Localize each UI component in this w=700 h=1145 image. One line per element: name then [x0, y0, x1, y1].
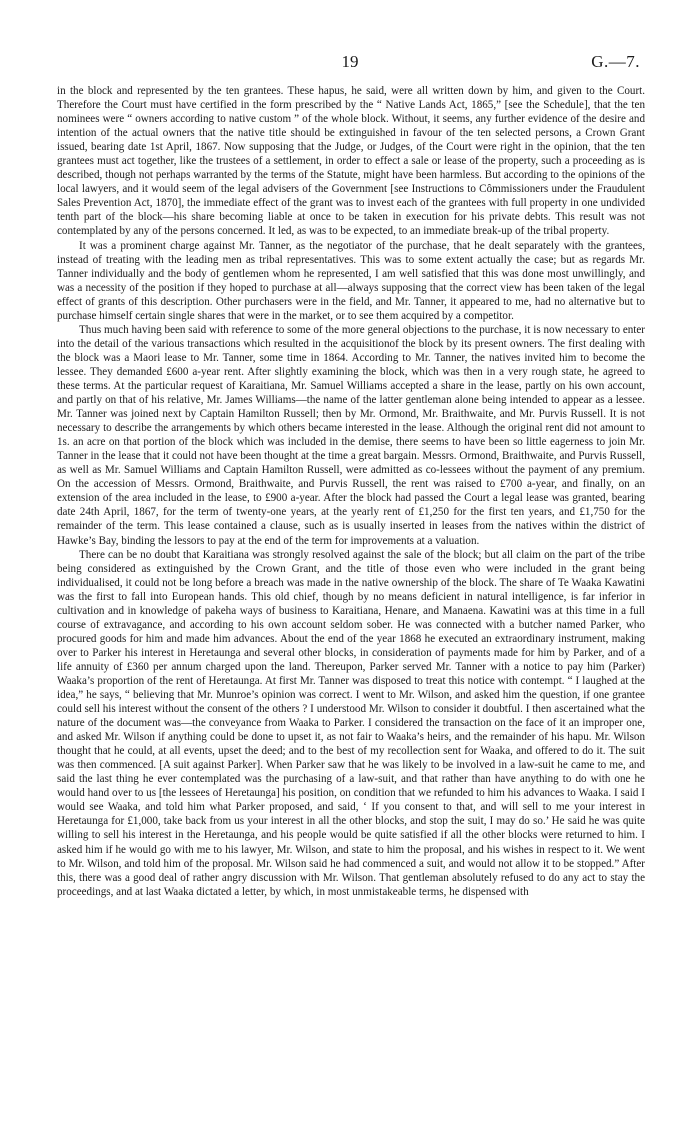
paragraph-continued: in the block and represented by the ten grantees. These hapus, he said, were all written down by him, and given to the Court. Therefore the Court must have certified in the form prescribed by the “ Native Lands Act, 1865,” [see the Schedule], that the ten nominees were “ owners according to native custom ” of the whole block. Without, it seems, any further evidence of the desire and intention of the actual owners that the native title should be extinguished in favour of the ten selected persons, a Crown Grant issued, bearing date 1st April, 1867. Now supposing that the Judge, or Judges, of the Court were right in the opinion, that the ten grantees must act together, like the trustees of a settlement, in order to effect a sale or lease of the property, such a proceeding as is described, though not perhaps warranted by the terms of the Statute, might have been harmless. But according to the opinions of the local lawyers, and it would seem of the legal advisers of the Government [see Instructions to Cômmissioners under the Fraudulent Sales Prevention Act, 1870], the immediate effect of the grant was to invest each of the grantees with full property in one undivided tenth part of the block—his share becoming liable at once to be taken in execution for his private debts. This result was not contemplated by any of the persons concerned. It led, as was to be expected, to an immediate break-up of the tribal property. — [57, 85, 645, 238]
paragraph-waaka-share: There can be no doubt that Karaitiana was strongly resolved against the sale of the block; but all claim on the part of the tribe being considered as extinguished by the Crown Grant, and the title of those even who were included in the grant being individualised, it could not be long before a breach was made in the native ownership of the block. The share of Te Waaka Kawatini was the first to fall into European hands. This old chief, though by no means deficient in natural intelligence, is far inferior in cultivation and in knowledge of pakeha ways of business to Karaitiana, Henare, and Manaena. Kawatini was at this time in a full course of extravagance, and according to his own account seldom sober. He was connected with a butcher named Parker, who procured goods for him and made him advances. About the end of the year 1868 he executed an extraordinary instrument, making over to Parker his interest in Heretaunga and several other blocks, in consideration of payments made for him by Parker, and of a life annuity of £360 per annum charged upon the land. Thereupon, Parker served Mr. Tanner with a notice to pay him (Parker) Waaka’s proportion of the rent of Heretaunga. At first Mr. Tanner was disposed to treat this notice with contempt. “ I laughed at the idea,” he says, “ believing that Mr. Munroe’s opinion was correct. I went to Mr. Wilson, and asked him the question, if one grantee could sell his interest without the consent of the others ? I understood Mr. Wilson to consider it doubtful. I then ascertained what the nature of the document was—the conveyance from Waaka to Parker. I considered the transaction on the face of it an improper one, and asked Mr. Wilson if anything could be done to upset it, as not fair to Waaka’s heirs, and the remainder of his hapu. Mr. Wilson thought that he could, at all events, upset the deed; and to the best of my recollection sent for Waaka, and offered to do it. The suit was then commenced. [A suit against Parker]. When Parker saw that he was likely to be involved in a law-suit he came to me, and said the last thing he ever contemplated was the purchasing of a law-suit, and that rather than have anything to do with one he would hand over to us [the lessees of Heretaunga] his position, on condition that we refunded to him his advances to Waaka. I said I would see Waaka, and told him what Parker proposed, and said, ‘ If you consent to that, and will sell to me your interest in Heretaunga for £1,000, take back from us your interest in all the other blocks, and stop the suit, I may do so.’ He said he was quite willing to sell his interest in the Heretaunga, and his people would be quite satisfied if all the other blocks were returned to him. I asked him if he would go with me to his lawyer, Mr. Wilson, and state to him the proposal, and his wishes in respect to it. We went to Mr. Wilson, and told him of the proposal. Mr. Wilson said he had commenced a suit, and would not allow it to be stopped.” After this, there was a good deal of rather angry discussion with Mr. Wilson. That gentleman absolutely refused to do any act to stay the proceedings, and at last Waaka dictated a letter, by which, in most unmistakeable terms, he dispensed with — [57, 548, 645, 898]
page-number: 19 — [341, 52, 359, 71]
document-body — [57, 84, 645, 899]
page-header — [60, 52, 640, 74]
paragraph-lease-history: Thus much having been said with reference to some of the more general objections to the purchase, it is now necessary to enter into the detail of the various transactions which resulted in the acquisitionof the block by its present owners. The first dealing with the block was a Maori lease to Mr. Tanner, some time in 1864. According to Mr. Tanner, the natives invited him to become the lessee. They demanded £600 a-year rent. After slightly examining the block, which was then in a very rough state, he agreed to these terms. At the particular request of Karaitiana, Mr. Samuel Williams accepted a share in the lease, partly on his own account, and partly on that of his relative, Mr. James Williams—the name of the latter gentleman alone being intended to appear as a lessee. Mr. Tanner was joined next by Captain Hamilton Russell; then by Mr. Ormond, Mr. Braithwaite, and Mr. Purvis Russell. It is not necessary to describe the arrangements by which others became interested in the lease. Although the original rent did not amount to 1s. an acre on that portion of the block which was included in the demise, there seems to have been so little eagerness to join Mr. Tanner in the lease that it could not have been thought at the time a great bargain. Messrs. Ormond, Braithwaite, and Purvis Russell, as well as Mr. Samuel Williams and Captain Hamilton Russell, were admitted as co-lessees without the payment of any premium. On the accession of Messrs. Ormond, Braithwaite, and Purvis Russell, the rent was raised to £700 a-year, and finally, on an extension of the area included in the lease, to £900 a-year. After the block had passed the Court a legal lease was granted, bearing date 24th April, 1867, for the term of twenty-one years, at the yearly rent of £1,250 for the first ten years, and £1,750 for the remainder of the term. This lease contained a clause, such as is usually inserted in leases from the natives within the district of Hawke’s Bay, binding the lessors to pay at the end of the term for improvements at a valuation. — [57, 323, 645, 547]
paragraph-tanner-charge: It was a prominent charge against Mr. Tanner, as the negotiator of the purchase, that he dealt separately with the grantees, instead of treating with the leading men as tribal representatives. This was to some extent actually the case; but as regards Mr. Tanner individually and the body of gentlemen whom he represented, I am well satisfied that this was done most unwillingly, and was a necessity of the position if they hoped to purchase at all—always supposing that the correct view has been taken of the legal effect of grants of this description. Other purchasers were in the field, and Mr. Tanner, it appeared to me, had no alternative but to purchase himself certain single shares that were in the market, or to see them acquired by a competitor. — [57, 239, 645, 322]
document-sheet-id: G.—7. — [591, 52, 640, 71]
